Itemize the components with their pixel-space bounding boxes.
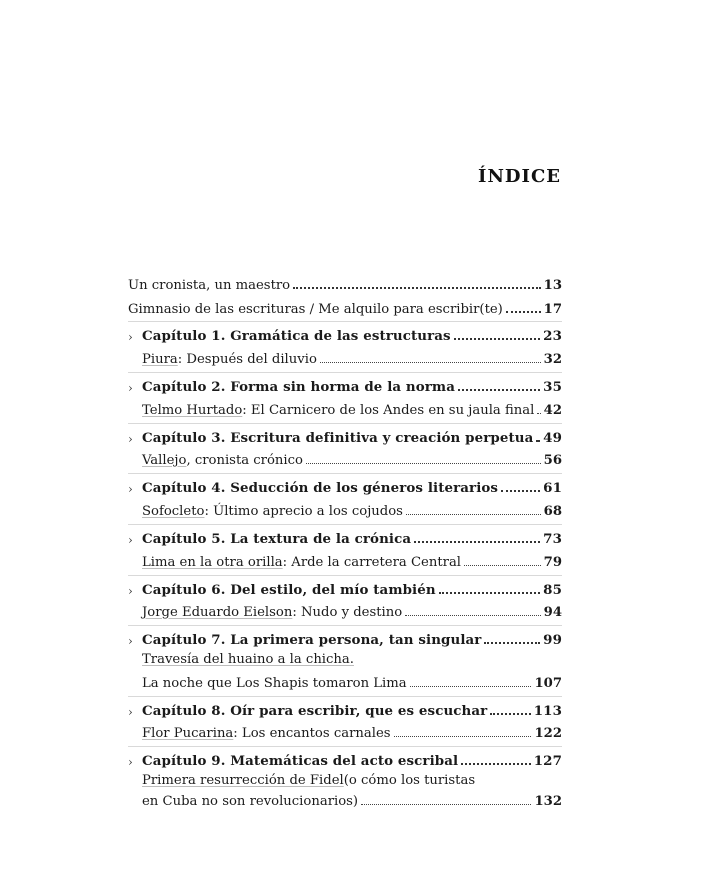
subentry-page: 42	[543, 402, 562, 418]
subentry-link[interactable]: Jorge Eduardo Eielson	[142, 604, 293, 620]
chapter-label: Capítulo 2. Forma sin horma de la norma	[142, 378, 455, 395]
toc-entry-intro-2[interactable]	[128, 296, 562, 316]
dot-leader	[490, 713, 530, 715]
toc-subentry-8[interactable]	[142, 720, 562, 740]
divider	[128, 321, 562, 322]
subentry-link[interactable]: Piura	[142, 351, 178, 367]
dot-leader	[458, 389, 540, 391]
toc-chapter-4[interactable]	[128, 475, 562, 495]
subentry-label: Vallejo, cronista crónico	[142, 452, 303, 468]
chapter-page: 73	[543, 530, 562, 547]
toc-subentry-2[interactable]	[142, 397, 562, 417]
dot-leader	[537, 413, 540, 414]
dot-leader	[464, 565, 541, 566]
dot-leader	[536, 440, 540, 442]
chevron-right-icon: ›	[128, 482, 133, 496]
toc-chapter-5[interactable]	[128, 526, 562, 546]
chapter-label: Capítulo 3. Escritura definitiva y creación perpetua	[142, 429, 534, 446]
subentry-page: 132	[534, 793, 562, 809]
dot-leader	[306, 463, 541, 464]
divider	[128, 696, 562, 697]
subentry-page: 107	[534, 675, 562, 691]
subentry-label: Piura: Después del diluvio	[142, 351, 317, 367]
dot-leader	[439, 592, 540, 594]
dot-leader	[405, 615, 540, 616]
dot-leader	[454, 338, 540, 340]
toc-entry-intro-1[interactable]	[128, 272, 562, 292]
chapter-page: 99	[543, 631, 562, 648]
chevron-right-icon: ›	[128, 381, 133, 395]
chapter-label: Capítulo 9. Matemáticas del acto escribal	[142, 752, 459, 769]
chevron-right-icon: ›	[128, 584, 133, 598]
subentry-label: Sofocleto: Último aprecio a los cojudos	[142, 503, 403, 519]
subentry-link[interactable]: Travesía del huaino a la chicha.	[142, 652, 354, 667]
entry-label: Un cronista, un maestro	[128, 277, 291, 293]
toc-subentry-4[interactable]	[142, 498, 562, 518]
subentry-link[interactable]: Primera resurrección de Fidel	[142, 773, 344, 788]
entry-page: 17	[543, 301, 562, 317]
subentry-page: 56	[543, 452, 562, 468]
toc-chapter-3[interactable]	[128, 425, 562, 445]
chapter-page: 127	[533, 752, 562, 769]
toc-subentry-7-line1[interactable]	[142, 647, 562, 667]
chapter-label: Capítulo 1. Gramática de las estructuras	[142, 327, 451, 344]
chevron-right-icon: ›	[128, 432, 133, 446]
subentry-label: Flor Pucarina: Los encantos carnales	[142, 725, 391, 741]
chapter-page: 113	[533, 702, 562, 719]
subentry-label: Lima en la otra orilla: Arde la carretera Central	[142, 554, 462, 570]
dot-leader	[506, 311, 541, 313]
entry-page: 13	[543, 277, 562, 293]
toc-chapter-7[interactable]	[128, 627, 562, 647]
dot-leader	[320, 362, 541, 363]
divider	[128, 746, 562, 747]
toc-subentry-9[interactable]	[142, 788, 562, 808]
subentry-link[interactable]: Telmo Hurtado	[142, 402, 243, 418]
subentry-link[interactable]: Vallejo	[142, 452, 187, 468]
chevron-right-icon: ›	[128, 634, 133, 648]
chapter-page: 61	[543, 479, 562, 496]
chapter-page: 85	[543, 581, 562, 598]
dot-leader	[406, 514, 541, 515]
subentry-page: 94	[543, 604, 562, 620]
subentry-page: 68	[543, 503, 562, 519]
subentry-link[interactable]: Sofocleto	[142, 503, 205, 519]
dot-leader	[410, 686, 532, 687]
subentry-label: Telmo Hurtado: El Carnicero de los Andes en su jaula final	[142, 402, 535, 418]
subentry-link[interactable]: Flor Pucarina	[142, 725, 234, 741]
chevron-right-icon: ›	[128, 330, 133, 344]
subentry-label: Jorge Eduardo Eielson: Nudo y destino	[142, 604, 403, 620]
dot-leader	[414, 541, 540, 543]
chapter-page: 49	[543, 429, 562, 446]
subentry-page: 122	[534, 725, 562, 741]
dot-leader	[293, 287, 541, 289]
chapter-page: 35	[543, 378, 562, 395]
entry-label: Gimnasio de las escrituras / Me alquilo para escribir(te)	[128, 301, 503, 317]
dot-leader	[484, 642, 540, 644]
divider	[128, 423, 562, 424]
chevron-right-icon: ›	[128, 533, 133, 547]
dot-leader	[361, 804, 531, 805]
toc-subentry-9-line1[interactable]	[142, 768, 562, 788]
dot-leader	[501, 490, 540, 492]
chapter-page: 23	[543, 327, 562, 344]
chevron-right-icon: ›	[128, 705, 133, 719]
toc-subentry-7[interactable]	[142, 670, 562, 690]
table-of-contents	[128, 0, 562, 887]
subentry-link[interactable]: Lima en la otra orilla	[142, 554, 283, 570]
divider	[128, 473, 562, 474]
divider	[128, 575, 562, 576]
dot-leader	[394, 736, 532, 737]
subentry-label: La noche que Los Shapis tomaron Lima	[142, 675, 407, 691]
subentry-page: 32	[543, 351, 562, 367]
toc-subentry-6[interactable]	[142, 599, 562, 619]
toc-chapter-9[interactable]	[128, 748, 562, 768]
toc-chapter-2[interactable]	[128, 374, 562, 394]
subentry-label: en Cuba no son revolucionarios)	[142, 793, 359, 809]
chapter-label: Capítulo 8. Oír para escribir, que es escuchar	[142, 702, 488, 719]
subentry-page: 79	[543, 554, 562, 570]
page-title: ÍNDICE	[478, 166, 561, 187]
toc-subentry-5[interactable]	[142, 549, 562, 569]
subentry-text: (o cómo los turistas	[343, 773, 476, 788]
toc-subentry-3[interactable]	[142, 447, 562, 467]
toc-chapter-1[interactable]	[128, 323, 562, 343]
chapter-label: Capítulo 5. La textura de la crónica	[142, 530, 412, 547]
chapter-label: Capítulo 7. La primera persona, tan singular	[142, 631, 482, 648]
chapter-label: Capítulo 4. Seducción de los géneros literarios	[142, 479, 499, 496]
divider	[128, 625, 562, 626]
chapter-label: Capítulo 6. Del estilo, del mío también	[142, 581, 436, 598]
toc-chapter-6[interactable]	[128, 577, 562, 597]
chevron-right-icon: ›	[128, 755, 133, 769]
divider	[128, 372, 562, 373]
toc-subentry-1[interactable]	[142, 346, 562, 366]
dot-leader	[461, 763, 531, 765]
toc-chapter-8[interactable]	[128, 698, 562, 718]
divider	[128, 524, 562, 525]
